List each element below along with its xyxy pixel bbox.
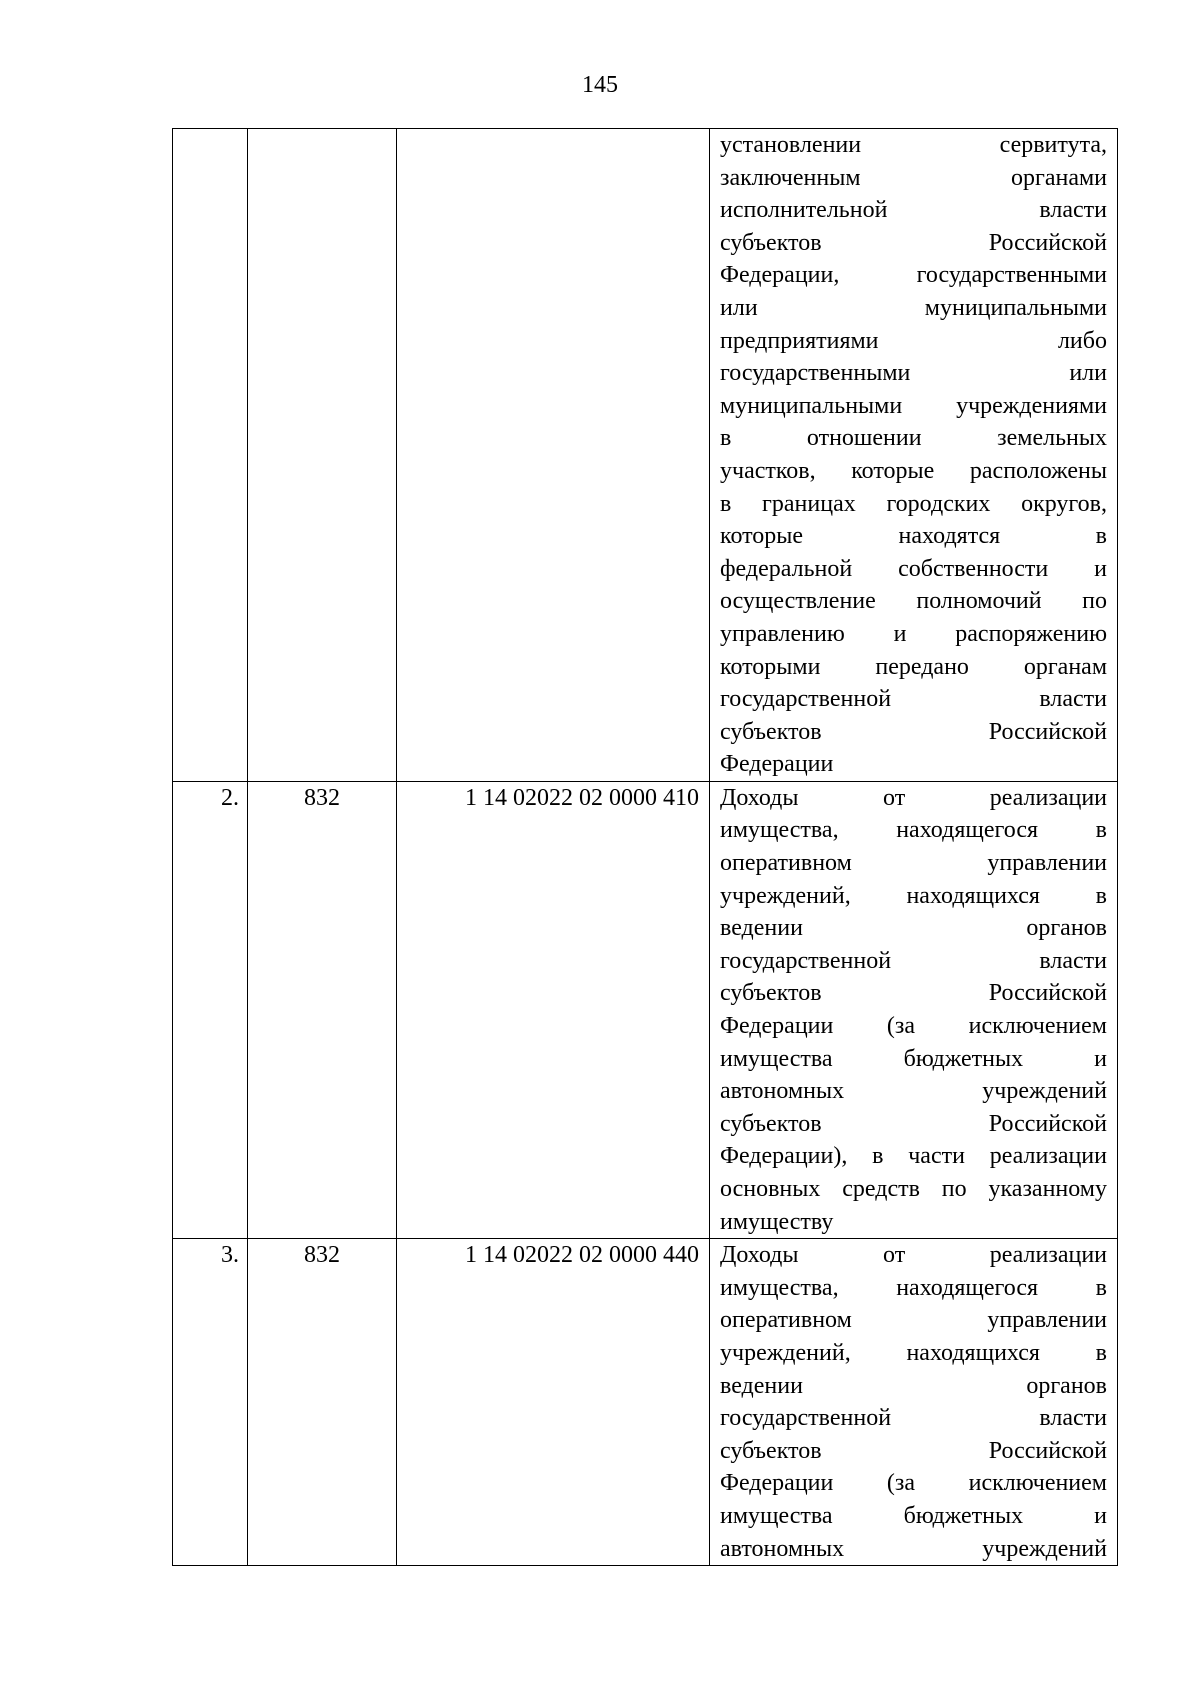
admin-code-cell: 832 [248,781,397,1238]
description-line: исполнительной власти [720,197,1107,224]
description-line: учреждений, находящихся в [720,1339,1107,1366]
description-line: или муниципальными [720,294,1107,321]
description-line: ведении органов [720,1372,1107,1399]
description-line: имущества, находящегося в [720,1274,1107,1301]
budget-code-cell: 1 14 02022 02 0000 410 [397,781,710,1238]
table-row [173,129,1118,782]
description-line: муниципальными учреждениями [720,392,1107,419]
description-line: в отношении земельных [720,425,1107,452]
description-line: установлении сервитута, [720,132,1107,158]
description-line: федеральной собственности и [720,555,1107,582]
row-number-cell: 2. [173,781,248,1238]
description-line: Федерации [720,751,834,778]
description-line: которыми передано органам [720,653,1107,680]
description-line: государственной власти [720,1405,1107,1432]
row-number-cell [173,129,248,782]
description-line: имуществу [720,1208,834,1235]
income-codes-table [172,128,1118,1566]
table-body [173,129,1118,1566]
description-line: осуществление полномочий по [720,588,1107,615]
description-cell [710,781,1118,1238]
description-line: основных средств по указанному [720,1176,1107,1202]
admin-code-cell: 832 [248,1239,397,1566]
description-line: Доходы от реализации [720,784,1107,811]
description-line: предприятиями либо [720,327,1107,354]
description-line: заключенным органами [720,164,1107,191]
description-line: в границах городских округов, [720,490,1107,517]
description-line: Федерации (за исключением [720,1470,1107,1497]
description-line: автономных учреждений [720,1535,1107,1562]
description-line: имущества бюджетных и [720,1045,1107,1072]
description-line: ведении органов [720,915,1107,942]
description-line: участков, которые расположены [720,457,1107,484]
description-line: субъектов Российской [720,1437,1107,1464]
description-line: автономных учреждений [720,1078,1107,1105]
description-cell [710,129,1118,782]
description-line: Доходы от реализации [720,1242,1107,1269]
description-line: управлению и распоряжению [720,620,1107,647]
description-line: субъектов Российской [720,229,1107,256]
description-line: Федерации (за исключением [720,1013,1107,1040]
description-line: субъектов Российской [720,1110,1107,1137]
description-line: имущества, находящегося в [720,817,1107,844]
description-line: государственной власти [720,686,1107,713]
description-line: оперативном управлении [720,1307,1107,1334]
description-line: субъектов Российской [720,980,1107,1007]
table-row [173,781,1118,1238]
description-line: государственной власти [720,947,1107,974]
description-line: Федерации), в части реализации [720,1143,1107,1170]
table-row [173,1239,1118,1566]
row-number-cell: 3. [173,1239,248,1566]
description-line: государственными или [720,360,1107,387]
budget-code-cell: 1 14 02022 02 0000 440 [397,1239,710,1566]
description-line: субъектов Российской [720,718,1107,745]
budget-code-cell [397,129,710,782]
description-line: оперативном управлении [720,850,1107,877]
description-cell [710,1239,1118,1566]
description-line: учреждений, находящихся в [720,882,1107,909]
admin-code-cell [248,129,397,782]
page-number: 145 [582,72,618,98]
description-line: Федерации, государственными [720,262,1107,289]
description-line: которые находятся в [720,523,1107,550]
description-line: имущества бюджетных и [720,1502,1107,1529]
